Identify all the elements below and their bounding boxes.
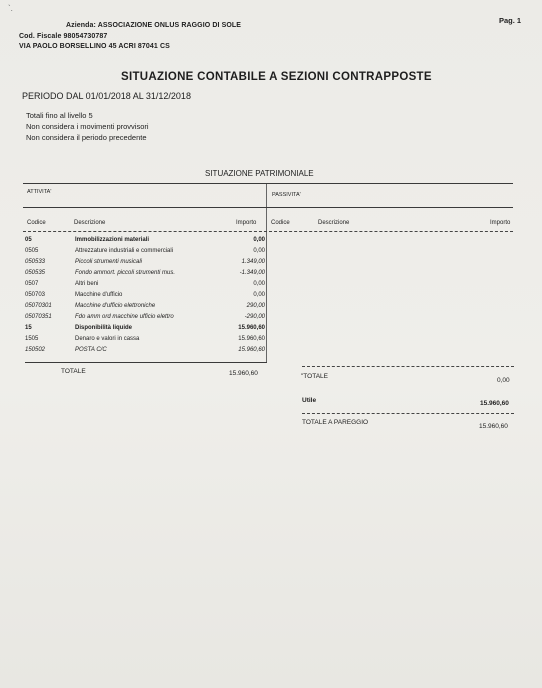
table-row — [25, 248, 267, 257]
table-row — [25, 336, 267, 345]
table-row — [25, 325, 267, 334]
fiscal-code: Cod. Fiscale 98054730787 — [19, 33, 108, 40]
table-row — [25, 314, 267, 323]
row-description: Macchine d'ufficio elettroniche — [75, 303, 156, 309]
row-amount: 0,00 — [253, 292, 265, 298]
col-amount-left: Importo — [236, 220, 257, 226]
row-description: Denaro e valori in cassa — [75, 336, 140, 342]
table-row — [25, 347, 267, 356]
row-amount: 15.960,60 — [238, 347, 265, 353]
header-rule — [23, 207, 513, 208]
col-code-right: Codice — [271, 220, 290, 226]
row-amount: 0,00 — [253, 281, 265, 287]
company-address: VIA PAOLO BORSELLINO 45 ACRI 87041 CS — [19, 43, 170, 50]
row-description: Disponibilità liquide — [75, 325, 132, 331]
row-code: 0507 — [25, 281, 39, 287]
row-code: 050703 — [25, 292, 46, 298]
subheader-rule — [23, 231, 513, 232]
col-amount-right: Importo — [490, 220, 511, 226]
balance-total-amount: 15.960,60 — [479, 423, 508, 430]
row-amount: 0,00 — [253, 248, 265, 254]
report-period: PERIODO DAL 01/01/2018 AL 31/12/2018 — [22, 91, 191, 101]
profit-amount: 15.960,60 — [480, 400, 509, 407]
note-provisional: Non considera i movimenti provvisori — [26, 122, 149, 131]
table-row — [25, 259, 267, 268]
row-amount: -290,00 — [244, 314, 265, 320]
table-row — [25, 270, 267, 279]
row-description: Piccoli strumenti musicali — [75, 259, 143, 265]
row-amount: 15.960,60 — [238, 336, 265, 342]
section-title: SITUAZIONE PATRIMONIALE — [205, 169, 314, 178]
total-rule-left — [25, 362, 267, 363]
profit-label: Utile — [302, 397, 317, 404]
total-assets-label: TOTALE — [61, 368, 86, 375]
table-row — [25, 281, 267, 290]
total-rule-right — [302, 366, 514, 367]
row-description: Fondo ammort. piccoli strumenti mus. — [75, 270, 176, 276]
company-name: Azienda: ASSOCIAZIONE ONLUS RAGGIO DI SOLE — [66, 22, 242, 29]
table-row — [25, 303, 267, 312]
total-liabilities-amount: 0,00 — [497, 377, 510, 384]
table-row — [25, 237, 267, 246]
assets-label: ATTIVITA' — [27, 189, 52, 195]
row-description: Altri beni — [75, 281, 99, 287]
row-code: 05 — [25, 237, 32, 243]
row-code: 050535 — [25, 270, 46, 276]
row-code: 05070301 — [25, 303, 52, 309]
row-amount: 1.349,00 — [241, 259, 265, 265]
balance-rule — [302, 413, 514, 414]
row-description: Immobilizzazioni materiali — [75, 237, 150, 243]
row-amount: 15.960,60 — [238, 325, 265, 331]
balance-total-label: TOTALE A PAREGGIO — [302, 419, 369, 426]
col-desc-left: Descrizione — [74, 220, 106, 226]
row-code: 15 — [25, 325, 32, 331]
row-description: POSTA C/C — [75, 347, 107, 353]
total-liabilities-label: "TOTALE — [301, 373, 328, 380]
row-code: 050533 — [25, 259, 46, 265]
total-assets-amount: 15.960,60 — [229, 370, 258, 377]
row-amount: 0,00 — [253, 237, 265, 243]
row-code: 1505 — [25, 336, 39, 342]
col-desc-right: Descrizione — [318, 220, 350, 226]
scan-mark: `. — [8, 4, 13, 13]
row-code: 150502 — [25, 347, 46, 353]
row-description: Macchine d'ufficio — [75, 292, 123, 298]
note-previous-period: Non considera il periodo precedente — [26, 133, 147, 142]
row-description: Attrezzature industriali e commerciali — [75, 248, 174, 254]
col-code-left: Codice — [27, 220, 46, 226]
page-number: Pag. 1 — [499, 16, 522, 25]
note-level: Totali fino al livello 5 — [26, 111, 93, 120]
liabilities-label: PASSIVITA' — [272, 192, 301, 198]
table-row — [25, 292, 267, 301]
table-top-rule — [23, 183, 513, 184]
report-title: SITUAZIONE CONTABILE A SEZIONI CONTRAPPOSTE — [121, 71, 432, 83]
row-description: Fdo amm ord macchine ufficio elettro — [75, 314, 174, 320]
row-amount: -1.349,00 — [239, 270, 265, 276]
row-code: 05070351 — [25, 314, 52, 320]
row-amount: 290,00 — [246, 303, 265, 309]
row-code: 0505 — [25, 248, 39, 254]
